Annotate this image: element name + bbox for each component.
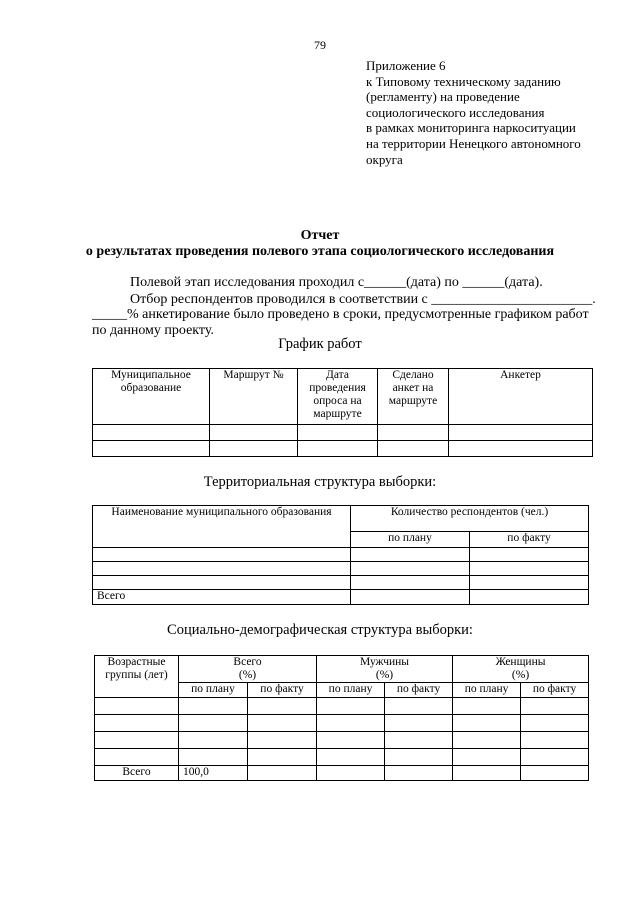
table-row: [95, 749, 589, 766]
header-respondent-count: Количество респондентов (чел.): [351, 506, 589, 532]
header-municipality-name: Наименование муниципального образования: [93, 506, 351, 548]
appendix-note: [366, 58, 616, 167]
total-row: [93, 590, 589, 605]
header-plan: по плану: [453, 683, 521, 698]
header-pct: (%): [375, 669, 394, 681]
appendix-line: социологического исследования: [366, 104, 545, 120]
table-row: [95, 732, 589, 749]
body-line-2: Отбор респондентов проводился в соответствии с _______________________.: [130, 292, 596, 307]
territorial-caption: Территориальная структура выборки:: [203, 474, 437, 490]
header-men-label: Мужчины: [360, 656, 410, 668]
table-row: [95, 698, 589, 715]
table-row: [95, 715, 589, 732]
header-age-groups: Возрастные группы (лет): [95, 656, 179, 698]
total-label: Всего: [95, 766, 179, 781]
appendix-line: к Типовому техническому заданию: [366, 73, 561, 89]
header-fact: по факту: [385, 683, 453, 698]
body-line-1: Полевой этап исследования проходил с______(дата) по ______(дата).: [130, 275, 543, 290]
header-plan: по плану: [317, 683, 385, 698]
body-line-3: _____% анкетирование было проведено в сроки, предусмотренные графиком работ: [92, 307, 589, 322]
appendix-line: на территории Ненецкого автономного: [366, 135, 581, 151]
appendix-line: в рамках мониторинга наркоситуации: [366, 120, 576, 136]
header-fact: по факту: [521, 683, 589, 698]
demographic-table: [94, 655, 589, 781]
total-label: Всего: [93, 590, 351, 605]
header-men: [317, 656, 453, 683]
header-date: Дата проведения опроса на маршруте: [298, 369, 378, 425]
header-fact: по факту: [248, 683, 317, 698]
header-women-label: Женщины: [495, 656, 546, 668]
schedule-table: [92, 368, 593, 457]
appendix-line: округа: [366, 151, 403, 167]
header-route: Маршрут №: [210, 369, 298, 425]
report-subtitle: о результатах проведения полевого этапа социологического исследования: [85, 244, 555, 259]
header-plan: по плану: [179, 683, 248, 698]
schedule-caption: График работ: [278, 336, 362, 352]
table-row: [93, 425, 593, 441]
table-row: [93, 441, 593, 457]
total-plan-value: 100,0: [179, 766, 248, 781]
header-pct: (%): [511, 669, 530, 681]
header-plan: по плану: [351, 532, 470, 548]
table-row: [93, 576, 589, 590]
page-number: 79: [314, 38, 326, 52]
header-done: Сделано анкет на маршруте: [378, 369, 449, 425]
demographic-caption: Социально-демографическая структура выборки:: [167, 622, 473, 638]
header-fact: по факту: [470, 532, 589, 548]
territorial-table: [92, 505, 589, 605]
appendix-line: (регламенту) на проведение: [366, 89, 520, 105]
table-row: [93, 562, 589, 576]
header-municipality: Муниципальное образование: [93, 369, 210, 425]
header-interviewer: Анкетер: [449, 369, 593, 425]
header-total-label: Всего: [233, 656, 262, 668]
total-row: [95, 766, 589, 781]
appendix-line: Приложение 6: [366, 58, 446, 73]
table-row: [93, 548, 589, 562]
report-title: Отчет: [300, 228, 340, 243]
header-women: [453, 656, 589, 683]
body-line-4: по данному проекту.: [92, 323, 214, 338]
header-pct: (%): [238, 669, 257, 681]
header-total: [179, 656, 317, 683]
